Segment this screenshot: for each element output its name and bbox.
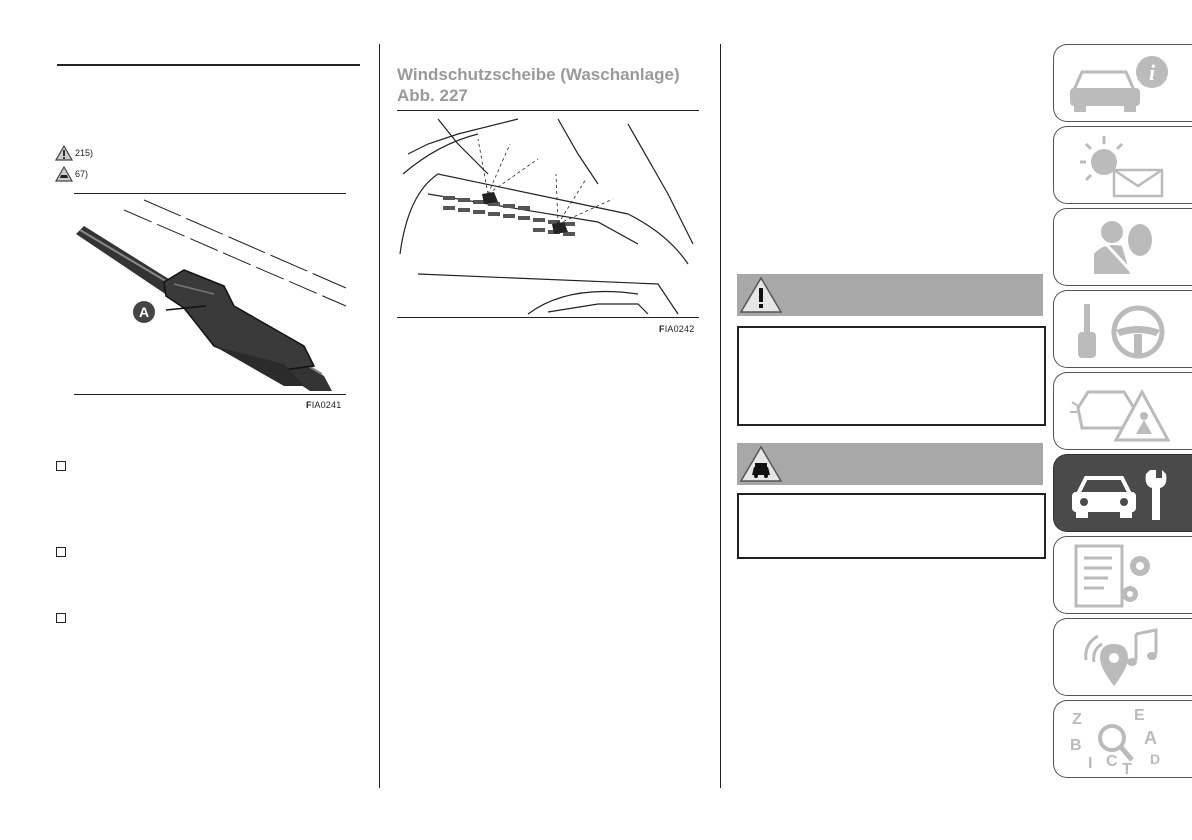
svg-text:A: A — [1144, 728, 1157, 748]
figure-1-bottom-rule — [74, 394, 346, 395]
tab-multimedia[interactable] — [1053, 618, 1192, 696]
svg-text:B: B — [1070, 737, 1082, 754]
car-wrench-icon — [1064, 460, 1174, 528]
section-top-rule — [57, 64, 360, 66]
figure-2-bottom-rule — [397, 317, 699, 318]
airbag-seatbelt-icon — [1064, 214, 1174, 282]
caution-box — [737, 493, 1046, 559]
figure-1-code: FIA0241 — [306, 400, 342, 410]
figure-2-top-rule — [397, 110, 699, 111]
car-accident-triangle-icon — [1064, 378, 1174, 446]
tab-emergency[interactable] — [1053, 372, 1192, 450]
car-caution-icon — [55, 166, 73, 182]
column-divider-2 — [720, 44, 721, 788]
bullet-3 — [56, 613, 66, 623]
tab-technical-data[interactable] — [1053, 536, 1192, 614]
bullet-1 — [56, 461, 66, 471]
svg-text:Z: Z — [1072, 711, 1082, 728]
tab-maintenance[interactable] — [1053, 454, 1192, 532]
key-steering-wheel-icon — [1064, 296, 1174, 364]
caution-header-bar — [737, 443, 1043, 485]
caution-reference — [55, 166, 88, 182]
tab-starting-driving[interactable] — [1053, 290, 1192, 368]
svg-text:I: I — [1088, 755, 1093, 772]
svg-text:i: i — [1148, 60, 1156, 85]
caution-reference-label: 67) — [75, 169, 89, 179]
warning-reference — [55, 145, 93, 161]
svg-text:T: T — [1122, 761, 1132, 774]
car-caution-icon — [739, 445, 783, 483]
tab-lights-messages[interactable] — [1053, 126, 1192, 204]
left-washer-nozzle — [482, 192, 498, 204]
svg-text:C: C — [1106, 753, 1118, 770]
warning-header-bar — [737, 274, 1043, 316]
figure-1-top-rule — [74, 193, 346, 194]
warning-triangle-icon — [739, 276, 783, 314]
warning-reference-label: 215) — [75, 148, 94, 158]
figure-2-code: FIA0242 — [659, 324, 695, 334]
wiper-blade-figure — [74, 196, 348, 392]
tab-safety[interactable] — [1053, 208, 1192, 286]
tab-index[interactable] — [1053, 700, 1192, 778]
section-heading: Windschutzscheibe (Waschanlage) Abb. 227 — [397, 65, 680, 105]
sound-location-icon — [1064, 624, 1174, 692]
svg-text:E: E — [1134, 707, 1145, 724]
letters-magnifier-icon — [1064, 706, 1174, 774]
list-gears-icon — [1064, 542, 1174, 610]
column-divider-1 — [379, 44, 380, 788]
bullet-2 — [56, 547, 66, 557]
light-envelope-icon — [1064, 132, 1174, 200]
car-info-icon — [1064, 50, 1174, 118]
callout-a: A — [138, 304, 150, 320]
svg-text:D: D — [1150, 751, 1161, 767]
warning-box — [737, 326, 1046, 426]
washer-nozzles-figure — [398, 114, 698, 316]
warning-triangle-icon — [55, 145, 73, 161]
tab-vehicle-info[interactable] — [1053, 44, 1192, 122]
